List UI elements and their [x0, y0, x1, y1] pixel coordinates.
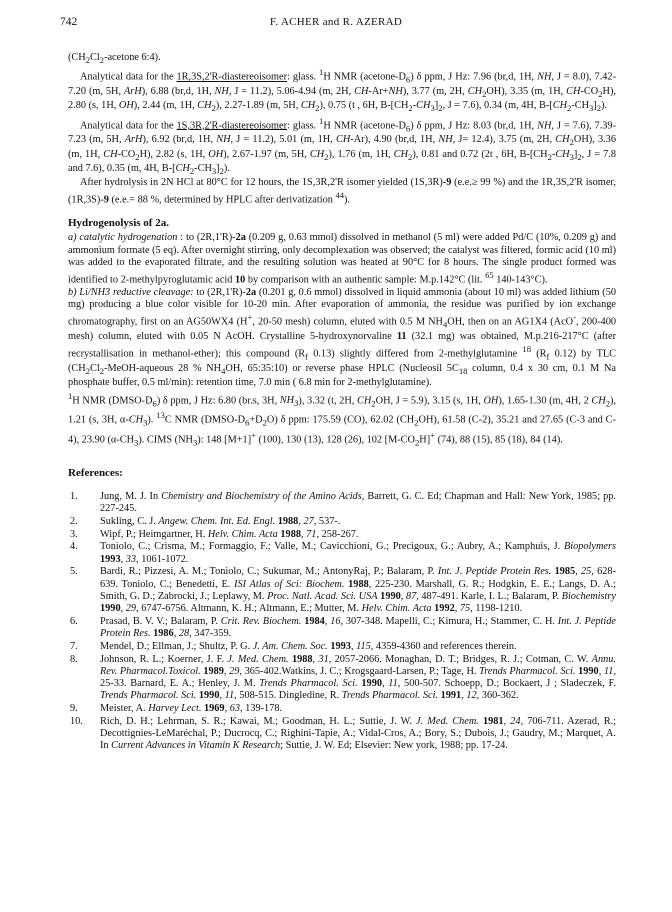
reference-number: 8.: [70, 653, 78, 665]
reference-item: [68, 716, 616, 753]
reference-text: Sukling, C. J. Angew. Chem. Int. Ed. Engl. 1988, 27, 537-.: [100, 515, 341, 527]
reference-item: [68, 616, 616, 641]
reference-number: 6.: [70, 615, 78, 627]
reference-number: 4.: [70, 541, 78, 553]
reference-text: Meister, A. Harvey Lect. 1969, 63, 139-178.: [100, 703, 283, 715]
reference-item: [68, 541, 616, 566]
paragraph: Analytical data for the 1R,3S,2'R-diastereoisomer: glass. $^1$H NMR $(acetone-D_6)$ δ ppm, J Hz: 7.96 (br,d, 1H, NH, J = 8.0), 7.42-7.20 (m, 5H, ArH), 6.88 (br,d, 1H, NH, J = 11.2), 5.06-4.94 (m, 2H, CH-Ar+NH), 3.77 (m, 2H, $CH_2OH$), 3.35 (m, 1H, $CH-CO_2H$), 2.80 (s, 1H, OH), 2.44 (m, 1H, $CH_2$), 2.27-1.89 (m, 5H, $CH_2$), 0.75 (t , 6H, $B-[CH_2-CH_3]_2$, J = 7.6), 0.34 (m, 4H, $B-[CH_2-CH_3]_2$).: [68, 67, 617, 114]
reference-item: [68, 491, 616, 516]
reference-item: [68, 703, 616, 715]
paragraph: $^1$H NMR $(DMSO-D_6)$ δ ppm, J Hz: 6.80 (br.s, 3H, $NH_3$), 3.32 (t, 2H, $CH_2OH$, J = 5.9), 3.15 (s, 1H, OH), 1.65-1.30 (m, 4H, 2 $CH_2$), 1.21 (s, 3H, $\alpha-CH_3$). $^{13}$C NMR $(DMSO-D_6+D_2O)$ δ ppm: 175.59 (CO), 62.02 $(CH_2OH)$, 61.58 (C-2), 35.21 and 27.65 (C-3 and C-4), 23.90 $(\alpha-CH_3)$. CIMS $(NH_3)$: 148 [M+1]+ (100), 130 (13), 128 (26), 102 $[M-CO_2H]^+$ (74), 88 (15), 85 (18), 84 (14).: [68, 390, 616, 448]
reference-text: Bardi, R.; Pizzesi, A. M.; Toniolo, C.; Sukumar, M.; AntonyRaj, P.; Balaram, P. Int. J. Peptide Protein Res. 1985, 25, 628-639. Toniolo, C.; Benedetti, E. ISI Atlas of Sci: Biochem. 1988, 225-230. Marshall, G. R.; Hodgkin, E. E.; Langs, D. A.; Smith, G. D.; Zabrocki, J.; Leplawy, M. Proc. Natl. Acad. Sci. USA 1990, 87, 487-491. Karle, I. L.; Balaram, P. Biochemistry 1990, 29, 6747-6756. Altmann, K. H.; Altmann, E.; Mutter, M. Helv. Chim. Acta 1992, 75, 1198-1210.: [100, 566, 616, 615]
page-number: 742: [60, 16, 78, 28]
reference-item: [68, 529, 616, 541]
reference-item: [68, 566, 616, 615]
reference-number: 9.: [70, 703, 78, 715]
reference-number: 2.: [70, 515, 78, 527]
reference-text: Jung, M. J. In Chemistry and Biochemistry of the Amino Acids, Barrett, G. C. Ed; Chapman and Hall: New York, 1985; pp. 227-245.: [100, 490, 616, 515]
reference-number: 3.: [70, 528, 78, 540]
reference-number: 10.: [70, 715, 83, 727]
reference-number: 7.: [70, 640, 78, 652]
reference-item: [68, 654, 616, 703]
paragraph: b) Li/NH3 reductive cleavage: to (2R,1'R)-2a (0.201 g, 0.6 mmol) dissolved in liquid ammonia (about 10 ml) was added lithium (50 mg) producing a blue color visible for 10-20 min. After evaporation of ammonia, the residue was purified by ion exchange chromatography, first on an AG50WX4 (H+, 20-50 mesh) column, eluted with 0.5 M $NH_4OH$, then on an AG1X4 (AcO-, 200-400 mesh) column, eluted with 0.05 N AcOH. Crystalline 5-hydroxynorvaline 11 (32.1 mg) was obtained, M.p.216-217°C (after recrystallisation in methanol-ether); this compound ($R_f$ 0.13) slightly differed from 2-methylglutamine $^{18}$ ($R_f$ 0.12) by TLC ($CH_2Cl_2-MeOH$-aqueous 28 % $NH_4OH$, 65:35:10) or reverse phase HPLC (Nucleosil $5C_{18}$ column, 0.4 x 30 cm, 0.1 M Na phosphate buffer, 0.5 ml/min): retention time, 7.0 min ( 6.8 min for 2-methylglutamine).: [68, 286, 617, 389]
paragraph: a) catalytic hydrogenation : to (2R,1'R)-2a (0.209 g, 0.63 mmol) dissolved in methanol (5 ml) were added Pd/C (10%, 0.209 g) and ammonium formate (5 eq). After overnight stirring, only decomplexation was observed; the catalyst was filtered, formic acid (10 ml) was added to the evaporated filtrate, and the resulting solution was heated at 90°C for 8 hours. The single product formed was identified to 2-methylpyroglutamic acid 10 by comparison with an authentic sample: M.p.142°C (lit. $^{65}$ 140-143°C).: [68, 232, 617, 286]
reference-text: Prasad, B. V. V.; Balaram, P. Crit. Rev. Biochem. 1984, 16, 307-348. Mapelli, C.; Kimura, H.; Stammer, C. H. Int. J. Peptide Protein Res. 1986, 28, 347-359.: [100, 615, 616, 640]
references-heading: References:: [68, 466, 123, 479]
reference-text: Rich, D. H.; Lehrman, S. R.; Kawai, M.; Goodman, H. L.; Suttie, J. W. J. Med. Chem. 1981, 24, 706-711. Azerad, R.; Decottignies-LeMaréchal, P.; Ducrocq, C.; Righini-Tapie, A.; Vidal-Cros, A.; Bory, S.; Dubois, J.; Gaudry, M.; Marquet, A. In Current Advances in Vitamin K Research; Suttie, J. W. Ed; Elsevier: New york, 1988; pp. 17-24.: [100, 715, 617, 752]
reference-text: Wipf, P.; Heimgartner, H. Helv. Chim. Acta 1988, 71, 258-267.: [100, 528, 359, 540]
body-text: [68, 52, 616, 753]
paragraph: Analytical data for the 1S,3R,2'R-diastereoisomer: glass. $^1$H NMR $(acetone-D_6)$ δ ppm, J Hz: 8.03 (br,d, 1H, NH, J = 7.6), 7.39-7.23 (m, 5H, ArH), 6.92 (br,d, 1H, NH, J = 11.2), 5.01 (m, 1H, CH-Ar), 4.90 (br,d, 1H, NH, J= 12.4), 3.75 (m, 2H, $CH_2OH$), 3.36 (m, 1H, $CH-CO_2H$), 2.82 (s, 1H, OH), 2.67-1.97 (m, 5H, $CH_2$), 1.76 (m, 1H, $CH_2$), 0.81 and 0.72 (2t , 6H, $B-[CH_2-CH_3]_2$, J = 7.8 and 7.6), 0.35 (m, 4H, $B-[CH_2-CH_3]_2$).: [68, 115, 617, 176]
reference-number: 1.: [70, 490, 78, 502]
section-heading: Hydrogenolysis of 2a.: [68, 217, 169, 230]
reference-text: Mendel, D.; Ellman, J.; Shultz, P. G. J. Am. Chem. Soc. 1993, 115, 4359-4360 and references therein.: [100, 640, 517, 652]
reference-text: Toniolo, C.; Crisma, M.; Formaggio, F.; Valle, M.; Cavicchioni, G.; Precigoux, G.; Aubry, A.; Kamphuis, J. Biopolymers 1993, 33, 1061-1072.: [100, 541, 616, 565]
reference-item: [68, 516, 616, 528]
running-authors: F. ACHER and R. AZERAD: [269, 16, 403, 28]
reference-item: [68, 641, 616, 653]
paragraph: After hydrolysis in 2N HCl at 80°C for 12 hours, the 1S,3R,2'R isomer yielded (1S,3R)-9 (e.e.≥ 99 %) and the 1R,3S,2'R isomer, (1R,3S)-9 (e.e.= 88 %, determined by HPLC after derivatization $^{44}$).: [68, 177, 616, 206]
running-header: [0, 16, 672, 32]
paragraph-list: [68, 52, 616, 449]
paragraph: ($CH_2Cl_2$-acetone 6:4).: [68, 52, 161, 66]
reference-text: Johnson, R. L.; Koerner, J. F. J. Med. Chem. 1988, 31, 2057-2066. Monaghan, D. T.; Bridges, R. J.; Cotman, C. W. Annu. Rev. Pharmacol.Toxicol. 1989, 29, 365-402.Watkins, J. C.; Krogsgaard-Larsen, P.; Tage, H. Trends Pharmacol. Sci. 1990, 11, 25-33. Barnard, E. A.; Henley, J. M. Trends Pharmacol. Sci. 1990, 11, 500-507. Schoepp, D.; Bockaert, J ; Sladeczek, F. Trends Pharmacol. Sci. 1990, 11, 508-515. Dingledine, R. Trends Pharmacol. Sci. 1991, 12, 360-362.: [100, 653, 617, 702]
reference-number: 5.: [70, 566, 78, 578]
reference-list: [68, 491, 616, 753]
